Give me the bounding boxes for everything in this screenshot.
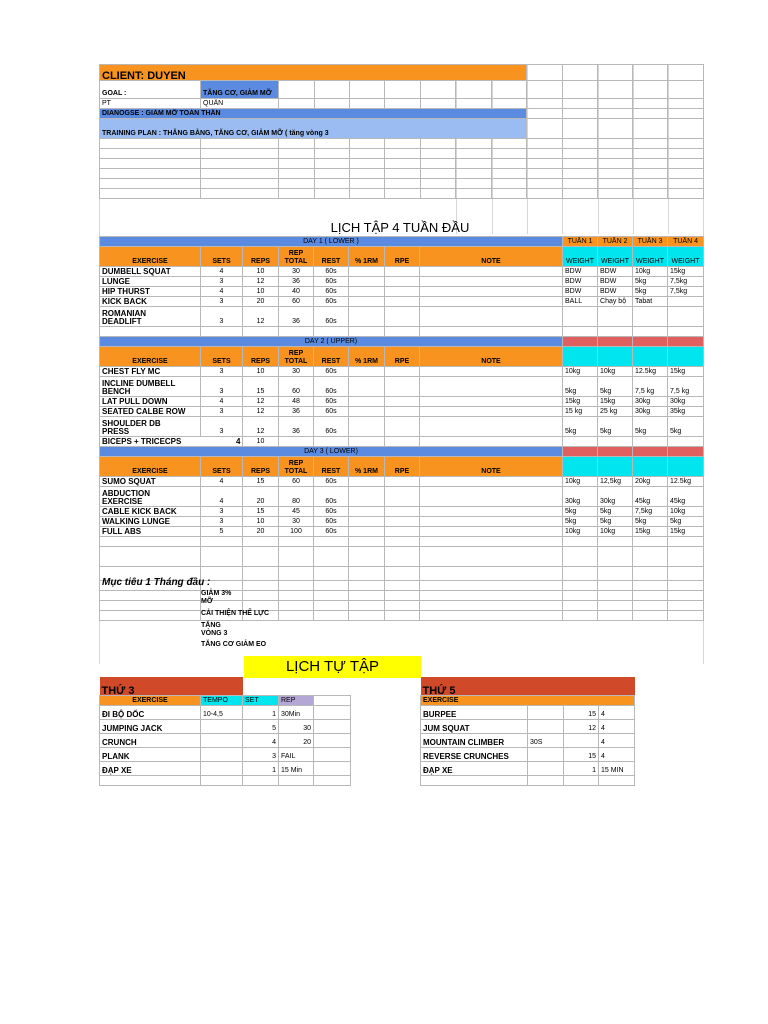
goal-item: CẢI THIỆN THỂ LỰC [201, 610, 270, 617]
main-title: LỊCH TẬP 4 TUẦN ĐẦU [330, 220, 470, 235]
table-row: FULL ABS 5 20 100 60s 10kg 10kg 15kg 15kg [100, 527, 704, 537]
table-row: CABLE KICK BACK 3 15 45 60s 5kg 5kg 7,5kg 10kg [100, 507, 704, 517]
thu3-title: THỨ 3 [100, 677, 243, 695]
goal-value: TĂNG CƠ, GIẢM MỠ [201, 81, 279, 99]
thu5-table [420, 677, 635, 786]
week4-label: TUẦN 4 [668, 237, 704, 247]
table-row: MOUNTAIN CLIMBER 30S 4 [421, 733, 635, 747]
thu3-col-tempo: TEMPO [201, 695, 243, 705]
client-name: CLIENT: DUYEN [100, 65, 527, 81]
col-weight-2: WEIGHT [598, 247, 633, 267]
thu5-col-exercise: EXERCISE [421, 695, 635, 705]
table-row: CHEST FLY MC 3 10 30 60s 10kg 10kg 12.5kg 15kg [100, 367, 704, 377]
table-row: JUM SQUAT 12 4 [421, 719, 635, 733]
goal-item: MỠ [201, 598, 213, 605]
week3-label: TUẦN 3 [633, 237, 668, 247]
col-weight-4: WEIGHT [668, 247, 704, 267]
col-exercise: EXERCISE [100, 247, 201, 267]
col-rep-total: REP TOTAL [279, 247, 314, 267]
week2-label: TUẦN 2 [598, 237, 633, 247]
goal-label: GOAL : [100, 81, 201, 99]
table-row: BICEPS + TRICECPS 4 10 [100, 437, 704, 447]
thu3-col-exercise: EXERCISE [100, 695, 201, 705]
training-plan: TRAINING PLAN : THĂNG BẰNG, TĂNG CƠ, GIẢM MỠ ( tăng vòng 3 [100, 119, 527, 139]
table-row: DUMBELL SQUAT 4 10 30 60s BDW BDW 10kg 15kg [100, 267, 704, 277]
table-row: ĐẠP XE 1 15 MIN [421, 761, 635, 775]
table-row: LAT PULL DOWN 4 12 48 60s 15kg 15kg 30kg 30kg [100, 397, 704, 407]
table-row: ĐI BỘ DỐC 10-4,5 1 30Min [100, 705, 351, 719]
table-row: WALKING LUNGE 3 10 30 60s 5kg 5kg 5kg 5kg [100, 517, 704, 527]
table-row: ĐẠP XE 1 15 Min [100, 761, 351, 775]
col-rm: % 1RM [349, 247, 385, 267]
goal-item: VÒNG 3 [201, 630, 228, 637]
goals-list [201, 590, 269, 649]
goal-item: TĂNG [201, 622, 221, 629]
table-row: LUNGE 3 12 36 60s BDW BDW 5kg 7,5kg [100, 277, 704, 287]
table-row: ABDUCTION EXERCISE 4 20 80 60s 30kg 30kg 45kg 45kg [100, 487, 704, 507]
client-header-table [99, 64, 704, 199]
table-row: KICK BACK 3 20 60 60s BALL Chạy bộ Tabat [100, 297, 704, 307]
table-row: SUMO SQUAT 4 15 60 60s 10kg 12,5kg 20kg 12.5kg [100, 477, 704, 487]
table-row: JUMPING JACK 5 30 [100, 719, 351, 733]
table-row: CRUNCH 4 20 [100, 733, 351, 747]
table-row: ROMANIAN DEADLIFT 3 12 36 60s [100, 307, 704, 327]
day2-title: DAY 2 ( UPPER) [100, 337, 563, 347]
table-row: REVERSE CRUNCHES 15 4 [421, 747, 635, 761]
thu3-table [99, 677, 351, 786]
col-rest: REST [314, 247, 349, 267]
thu5-title: THỨ 5 [421, 677, 635, 695]
col-reps: REPS [243, 247, 279, 267]
goal-item: GIẢM 3% [201, 590, 232, 597]
col-weight-1: WEIGHT [563, 247, 598, 267]
week1-label: TUẦN 1 [563, 237, 598, 247]
table-row: INCLINE DUMBELL BENCH 3 15 60 60s 5kg 5kg 7,5 kg 7,5 kg [100, 377, 704, 397]
goal-item: TĂNG CƠ GIẢM EO [201, 641, 267, 648]
table-row: BURPEE 15 4 [421, 705, 635, 719]
table-row: PLANK 3 FAIL [100, 747, 351, 761]
thu3-col-set: SET [243, 695, 279, 705]
thu3-col-rep: REP [279, 695, 314, 705]
col-weight-3: WEIGHT [633, 247, 668, 267]
goals-title: Mục tiêu 1 Tháng đầu : [102, 577, 211, 588]
self-training-title: LỊCH TỰ TẬP [244, 656, 421, 678]
day1-title: DAY 1 ( LOWER ) [100, 237, 563, 247]
table-row: HIP THURST 4 10 40 60s BDW BDW 5kg 7,5kg [100, 287, 704, 297]
col-rpe: RPE [385, 247, 420, 267]
pt-value: QUÂN [201, 99, 279, 109]
day3-title: DAY 3 ( LOWER) [100, 447, 563, 457]
table-row: SHOULDER DB PRESS 3 12 36 60s 5kg 5kg 5kg 5kg [100, 417, 704, 437]
pt-label: PT [100, 99, 201, 109]
col-sets: SETS [201, 247, 243, 267]
table-row: SEATED CALBE ROW 3 12 36 60s 15 kg 25 kg 30kg 35kg [100, 407, 704, 417]
col-note: NOTE [420, 247, 563, 267]
diagnose: DIANOGSE : GIẢM MỠ TOÀN THÂN [100, 109, 527, 119]
program-table: DAY 1 ( LOWER ) TUẦN 1 TUẦN 2 TUẦN 3 TUẦN 4 EXERCISE SETS REPS REP TOTAL REST % 1RM RPE NOTE WEIGHT WEIGHT WEIGHT WEIGHT DUMBELL SQUAT 4 10 30 60s BDW BDW 10kg 15kg LUNGE 3 12 36 60s BDW BDW 5kg 7,5kg HIP THURST 4 10 40 60s BDW BDW 5kg 7,5kg KICK BACK 3 20 60 60s BALL Chạy bộ Tabat ROMANIAN DEADLIFT 3 12 36 60s DAY 2 ( UPPER) EXERCISE SETS REPS REP TOTAL REST % 1RM RPE NOTE CHEST FLY MC 3 10 30 60s 10kg 10kg 12.5kg 15kg INCLINE DUMBELL BENCH 3 15 60 60s 5kg 5kg 7,5 kg 7,5 kg LAT PULL DOWN 4 12 48 60s 15kg 15kg 30kg 30kg SEATED CALBE ROW 3 12 36 60s 15 kg 25 kg 30kg 35kg SHOULDER DB PRESS 3 12 36 60s 5kg 5kg 5kg 5kg BICEPS + TRICECPS 4 10 DAY 3 ( LOWER) EXERCISE SETS REPS REP TOTAL REST % 1RM RPE NOTE SUMO SQUAT 4 15 60 60s 10kg 12,5kg 20kg 12.5kg ABDUCTION EXERCISE 4 20 80 60s 30kg 30kg 45kg 45kg CABLE KICK BACK 3 15 45 60s 5kg 5kg 7,5kg 10kg WALKING LUNGE 3 10 30 60s 5kg 5kg 5kg 5kg FULL ABS 5 20 100 60s 10kg 10kg 15kg 15kg [99, 236, 704, 621]
